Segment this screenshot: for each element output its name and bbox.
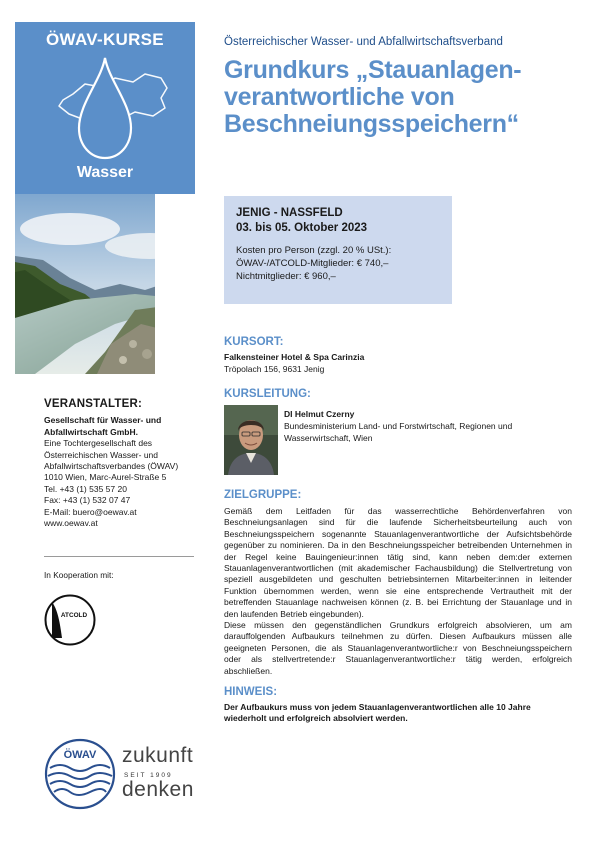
slogan-word-2: denken: [122, 778, 194, 801]
slogan-since: SEIT 1909: [124, 772, 173, 779]
title-line-2: verantwortliche von: [224, 83, 455, 111]
cooperation-label: In Kooperation mit:: [44, 570, 114, 580]
instructor-portrait: [224, 405, 278, 475]
venue-address: Tröpolach 156, 9631 Jenig: [224, 364, 325, 374]
title-line-1: Grundkurs „Stauanlagen-: [224, 56, 522, 84]
oewav-logo-text: ÖWAV: [63, 749, 97, 761]
title-line-3: Beschneiungsspeichern“: [224, 110, 519, 138]
zielgruppe-paragraph-2: Diese müssen den gegenständlichen Grundkurs erfolgreich absolvieren, um am darauffolgenden Aufbaukurs teilnehmen zu dürfen. Diesen Aufbaukurs müssen alle geeigneten Personen, die als Stauanlagenverantwortliche:r von Beschneiungsspeichern oder als stellvertretende:r Stauanlagenverantwortliche:r tätig werden, erfolgreich abschließen.: [224, 620, 572, 676]
atcold-logo: [44, 594, 96, 646]
nonmember-price: Nichtmitglieder: € 960,–: [236, 271, 336, 282]
organizer-name: Gesellschaft für Wasser- und Abfallwirtschaft GmbH.: [44, 415, 162, 437]
category-label: Wasser: [76, 164, 134, 181]
cost-info: [236, 244, 391, 283]
hinweis-heading: HINWEIS:: [224, 686, 278, 698]
zielgruppe-paragraph-1: Gemäß dem Leitfaden für das wasserrechtliche Behördenverfahren von Beschneiungsanlagen sind für die laufende Sicherheitsbeurteilung auch von Beschneiungsspeichern sogenannte Stauanlagenverantwortliche der Aufsichtsbehörde gegenüber zu nominieren. Da in den Beschneiungsspeicher betreibenden Unternehmen in der Regel keine Bauingenieur:innen tätig sind, kann neben dem:der externen Stauanlagenverantwortlichen (mit akademischer Fachausbildung) die Stellvertretung von speziell ausgebildeten und geschulten betriebsinternen Mitarbeiter:innen in leitender Funktion übernommen werden, wenn sie eine entsprechende Vertrautheit mit der betreffenden Stauanlage nachweisen können (z. B. bei Errichtung der Stauanlage und in den laufenden Betrieb eingebunden).: [224, 506, 572, 619]
course-dates: 03. bis 05. Oktober 2023: [236, 222, 368, 234]
kursort-heading: KURSORT:: [224, 336, 284, 348]
organizer-fax: Fax: +43 (1) 532 07 47: [44, 495, 131, 506]
oewav-logo: [44, 738, 116, 810]
instructor-organization: Bundesministerium Land- und Forstwirtschaft, Regionen und Wasserwirtschaft, Wien: [284, 421, 513, 443]
slogan-word-1: zukunft: [122, 744, 194, 767]
member-price: ÖWAV-/ATCOLD-Mitglieder: € 740,–: [236, 258, 389, 269]
kursleitung-heading: KURSLEITUNG:: [224, 388, 311, 400]
organizer-email[interactable]: E-Mail: buero@oewav.at: [44, 506, 137, 517]
course-location: JENIG - NASSFELD: [236, 207, 343, 219]
zielgruppe-text: [224, 506, 572, 677]
hinweis-text: Der Aufbaukurs muss von jedem Stauanlagenverantwortlichen alle 10 Jahre wiederholt und erfolgreich absolviert werden.: [224, 702, 531, 724]
zielgruppe-heading: ZIELGRUPPE:: [224, 489, 302, 501]
page-title: [224, 57, 594, 138]
organization-name: Österreichischer Wasser- und Abfallwirtschaftsverband: [224, 36, 503, 48]
divider: [44, 556, 194, 557]
atcold-logo-text: ATCOLD: [60, 612, 88, 619]
brand-title: ÖWAV-KURSE: [46, 30, 164, 49]
organizer-heading: VERANSTALTER:: [44, 398, 143, 410]
water-drop-austria-icon: [15, 54, 195, 160]
organizer-address: 1010 Wien, Marc-Aurel-Straße 5: [44, 472, 167, 483]
organizer-website[interactable]: www.oewav.at: [44, 518, 98, 529]
organizer-tel: Tel. +43 (1) 535 57 20: [44, 483, 127, 494]
organizer-block: [44, 399, 194, 529]
organizer-description: Eine Tochtergesellschaft des Österreichischen Wasser- und Abfallwirtschaftsverbandes (ÖWAV): [44, 438, 179, 472]
river-landscape-photo: [15, 194, 195, 374]
venue-name: Falkensteiner Hotel & Spa Carinzia: [224, 352, 365, 362]
instructor-name: DI Helmut Czerny: [284, 409, 355, 419]
cost-label: Kosten pro Person (zzgl. 20 % USt.):: [236, 245, 392, 256]
